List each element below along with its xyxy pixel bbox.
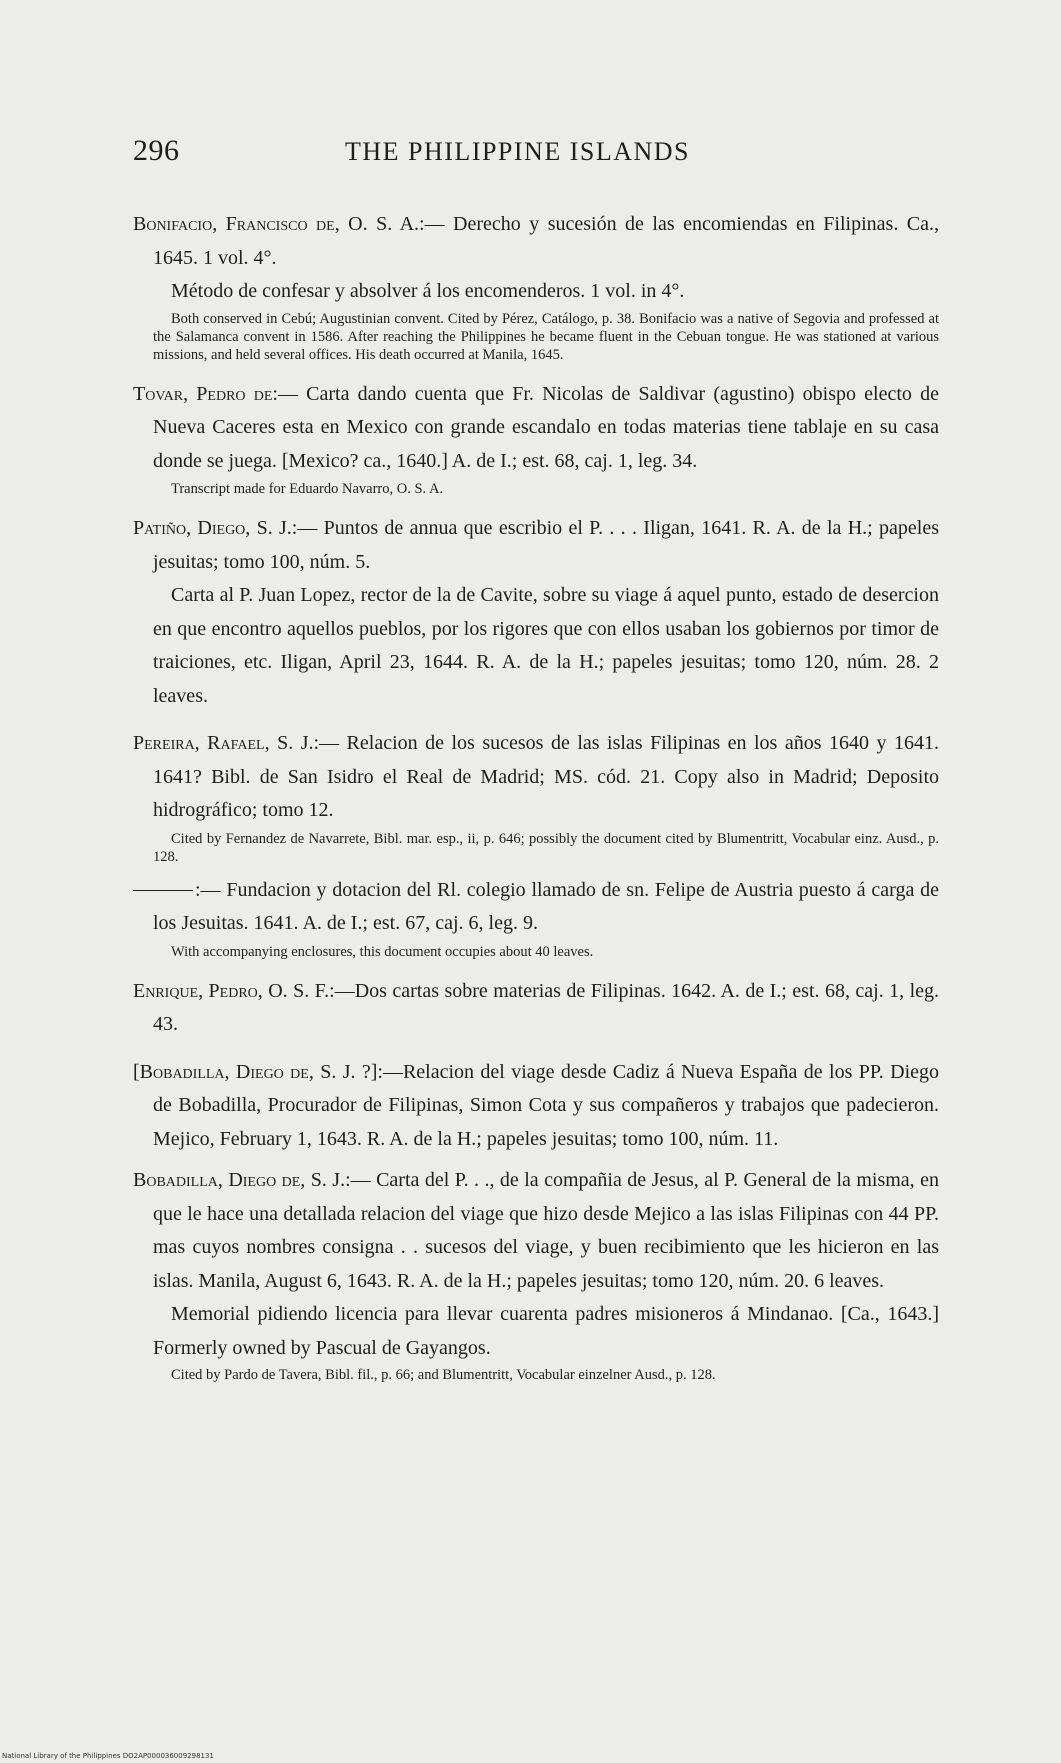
bibliography-list <box>133 208 939 1392</box>
entry-author: [Bobadilla, Diego de, S. J. ?]: <box>133 1060 383 1083</box>
entry-author: Bobadilla, Diego de, S. J.: <box>133 1169 351 1191</box>
running-title: THE PHILIPPINE ISLANDS <box>345 137 690 166</box>
ditto-dash <box>133 890 193 891</box>
scan-footer: National Library of the Philippines DO2AP000036009298131 <box>2 1752 214 1760</box>
entry-text: — Derecho y sucesión de las encomiendas en Filipinas. Ca., 1645. 1 vol. 4°. <box>153 213 939 269</box>
entry-author: Patiño, Diego, S. J.: <box>133 517 298 539</box>
entry-author: Tovar, Pedro de: <box>133 382 278 405</box>
entry-text: — Puntos de annua que escribio el P. . . . Iligan, 1641. R. A. de la H.; papeles jesuitas; tomo 100, núm. 5. <box>153 517 939 573</box>
entry-continuation: Método de confesar y absolver á los encomenderos. 1 vol. in 4°. <box>171 280 685 302</box>
entry-text: —Dos cartas sobre materias de Filipinas. 1642. A. de I.; est. 68, caj. 1, leg. 43. <box>153 979 939 1035</box>
entry-bobadilla-carta <box>133 1164 939 1298</box>
entry-note: Cited by Pardo de Tavera, Bibl. fil., p. 66; and Blumentritt, Vocabular einzelner Ausd., p. 128. <box>171 1367 716 1383</box>
entry-note: Both conserved in Cebú; Augustinian convent. Cited by Pérez, Catálogo, p. 38. Bonifacio was a native of Segovia and professed at the Salamanca convent in 1586. After reaching the Philippines he became fluent in the Cebuan tongue. He was stationed at various missions, and held several offices. His death occurred at Manila, 1645. <box>153 310 939 363</box>
entry-note: With accompanying enclosures, this document occupies about 40 leaves. <box>171 943 594 960</box>
entry-bobadilla-relacion <box>133 1056 939 1157</box>
entry-author: Bonifacio, Francisco de, O. S. A.: <box>133 213 425 235</box>
entry-enrique <box>133 975 939 1042</box>
entry-patino <box>133 512 939 579</box>
entry-pereira-second <box>133 874 939 941</box>
entry-note: Transcript made for Eduardo Navarro, O. S. A. <box>171 481 444 497</box>
entry-bonifacio <box>133 208 939 275</box>
entry-text: —Relacion del viage desde Cadiz á Nueva España de los PP. Diego de Bobadilla, Procurador de Filipinas, Simon Cota y sus compañeros y trabajos que padecieron. Mejico, February 1, 1643. R. A. de la H.; papeles jesuitas; tomo 100, núm. 11. <box>153 1060 940 1150</box>
entry-text: — Carta del P. . ., de la compañia de Jesus, al P. General de la misma, en que le hace una detallada relacion del viage que hizo desde Mejico a las islas Filipinas con 44 PP. mas cuyos nombres consigna . . sucesos del viage, y buen recibimiento que les hicieron en las islas. Manila, August 6, 1643. R. A. de la H.; papeles jesuitas; tomo 120, núm. 20. 6 leaves. <box>153 1169 939 1292</box>
entry-tovar <box>133 378 939 479</box>
entry-continuation: Memorial pidiendo licencia para llevar cuarenta padres misioneros á Mindanao. [Ca., 1643.] Formerly owned by Pascual de Gayangos. <box>153 1303 939 1359</box>
page-number: 296 <box>133 134 180 167</box>
entry-text: — Carta dando cuenta que Fr. Nicolas de Saldivar (agustino) obispo electo de Nueva Caceres esta en Mexico con grande escandalo en todas materias tiene tablaje en su casa donde se juega. [Mexico? ca., 1640.] A. de I.; est. 68, caj. 1, leg. 34. <box>153 382 939 472</box>
entry-pereira <box>133 727 939 828</box>
entry-continuation: Carta al P. Juan Lopez, rector de la de Cavite, sobre su viage á aquel punto, estado de desercion en que encontro aquellos pueblos, por los rigores que con ellos usaban los gobiernos por timor de traiciones, etc. Iligan, April 23, 1644. R. A. de la H.; papeles jesuitas; tomo 120, núm. 28. 2 leaves. <box>153 584 939 707</box>
entry-note: Cited by Fernandez de Navarrete, Bibl. mar. esp., ii, p. 646; possibly the document cited by Blumentritt, Vocabular einz. Ausd., p. 128. <box>153 830 939 865</box>
entry-author: Pereira, Rafael, S. J.: <box>133 732 320 754</box>
entry-author: Enrique, Pedro, O. S. F.: <box>133 979 335 1002</box>
entry-text: — Relacion de los sucesos de las islas Filipinas en los años 1640 y 1641. 1641? Bibl. de San Isidro el Real de Madrid; MS. cód. 21. Copy also in Madrid; Deposito hidrográfico; tomo 12. <box>153 732 939 821</box>
entry-text: :— Fundacion y dotacion del Rl. colegio llamado de sn. Felipe de Austria puesto á carga de los Jesuitas. 1641. A. de I.; est. 67, caj. 6, leg. 9. <box>153 878 939 934</box>
